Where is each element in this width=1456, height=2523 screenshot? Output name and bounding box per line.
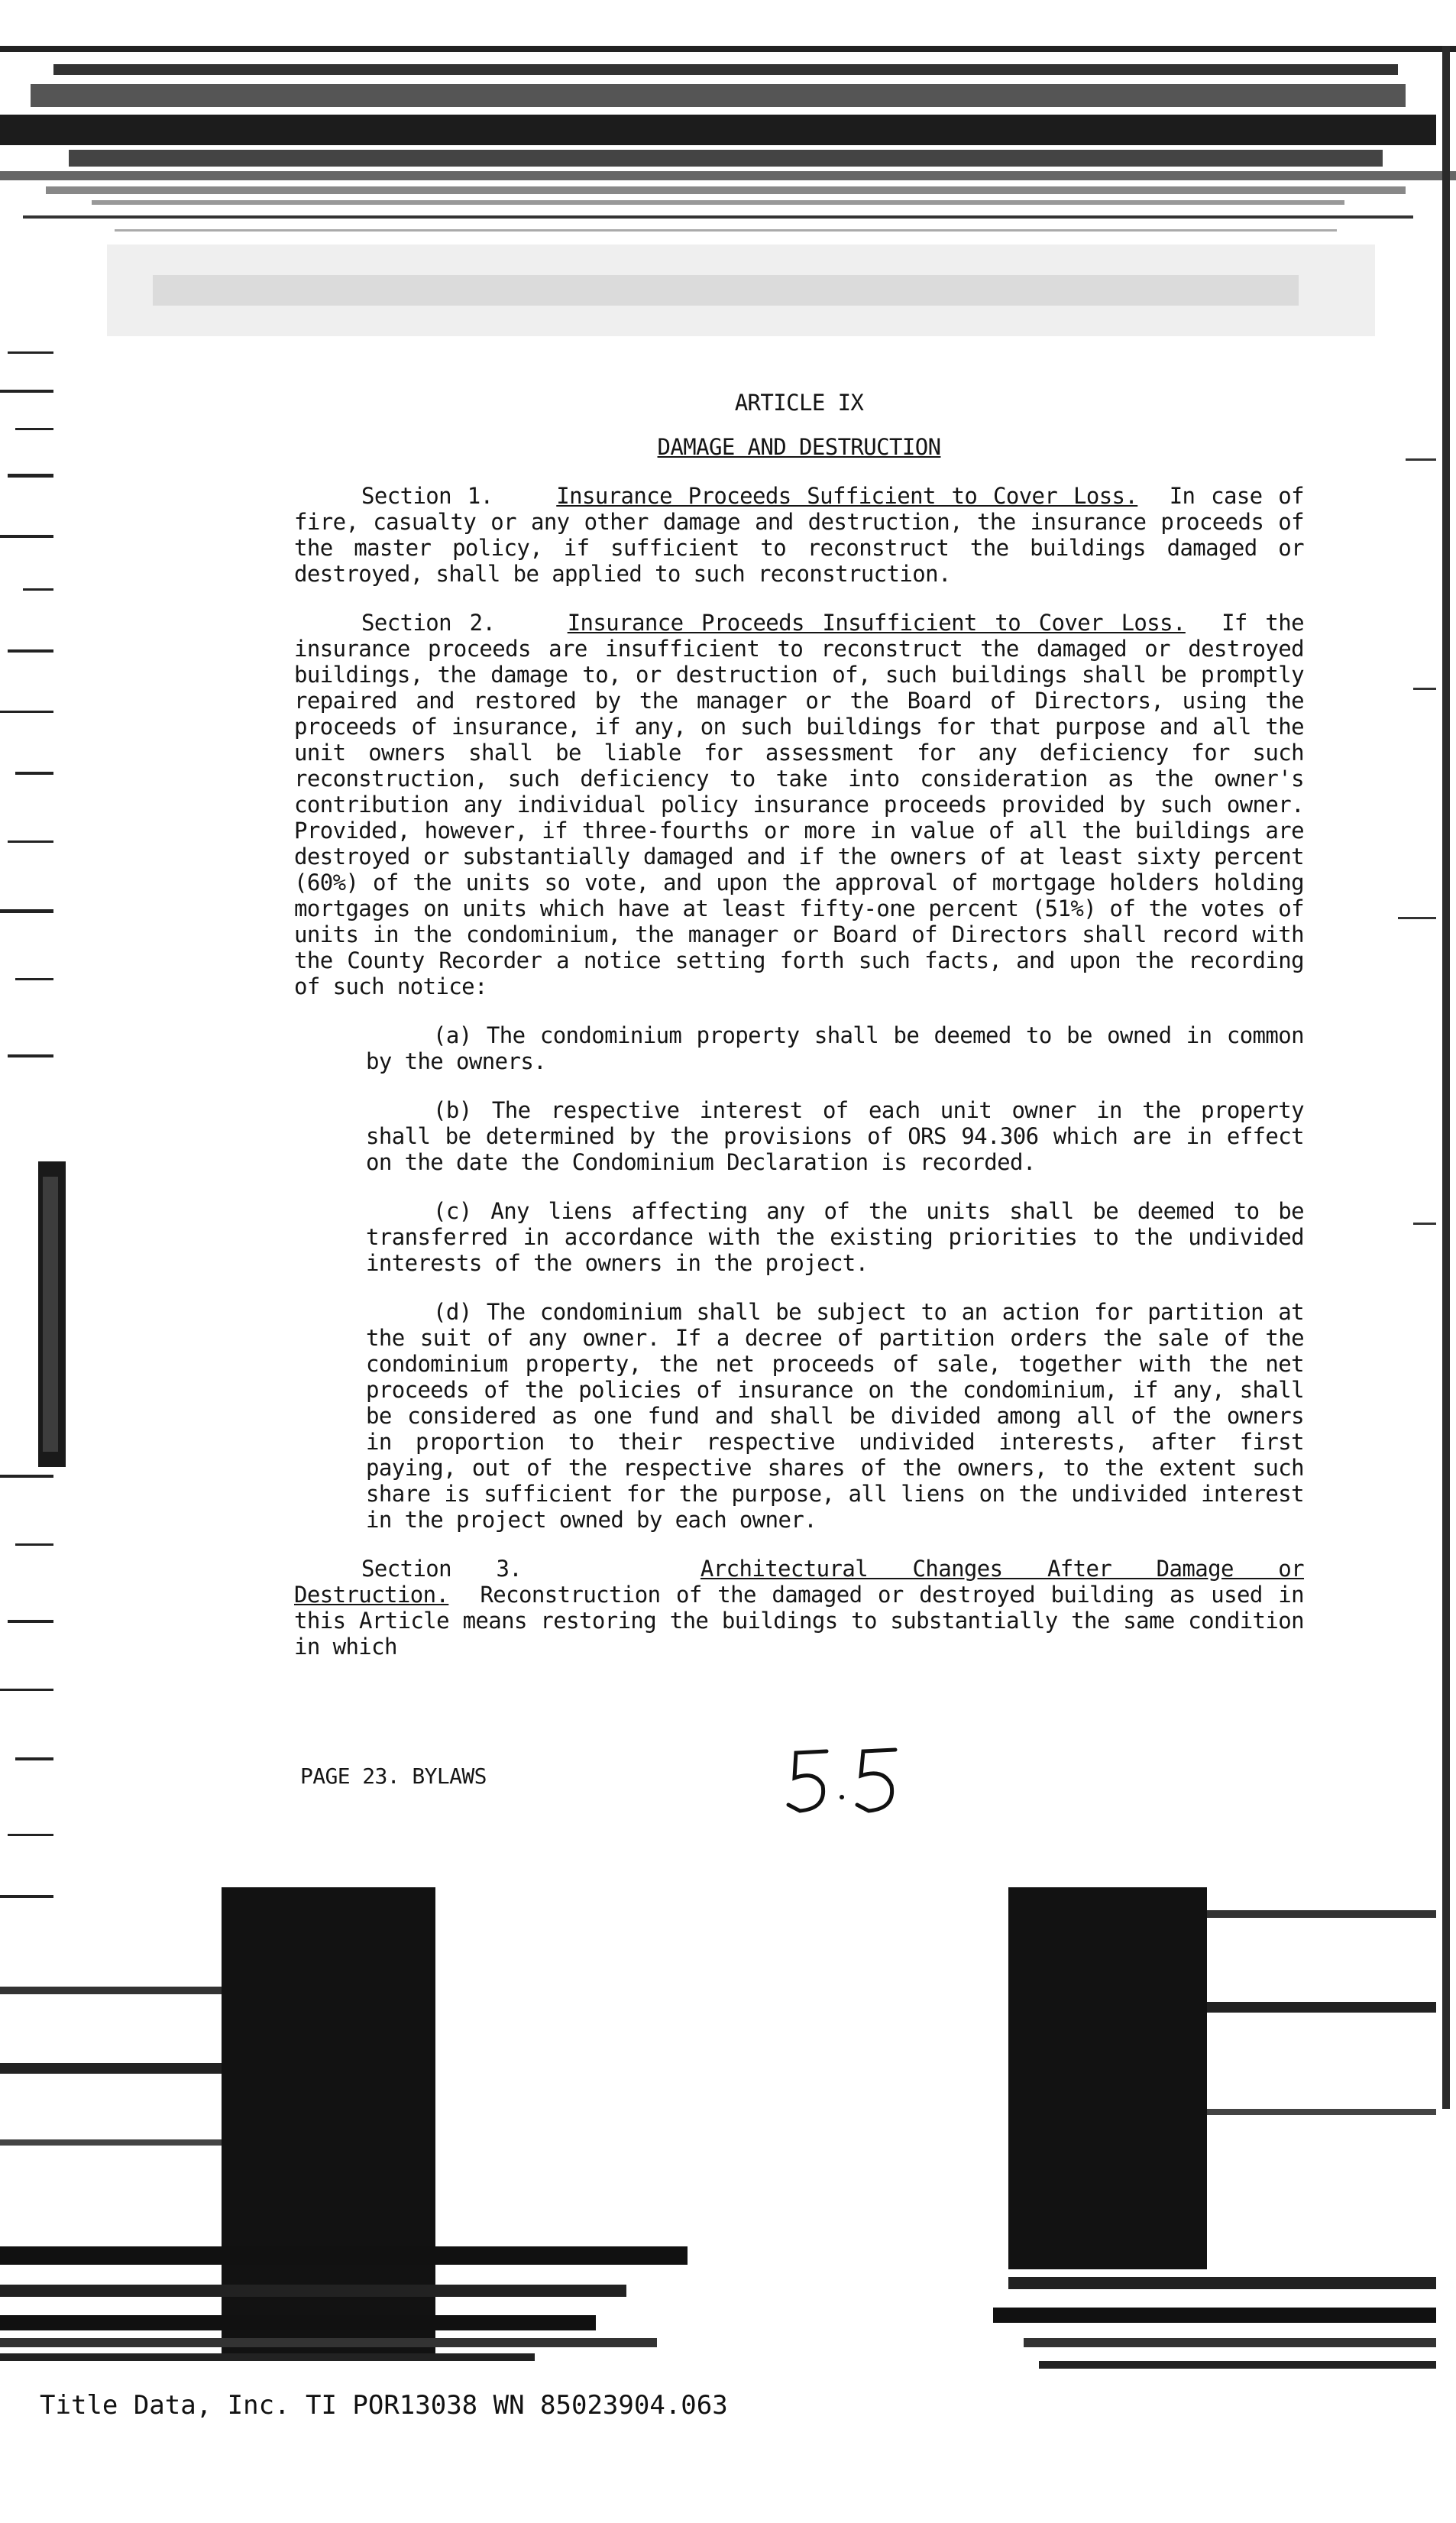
section-1-label: Section 1. bbox=[361, 483, 493, 509]
section-3-body: Reconstruction of the damaged or destroyed building as used in this Article means restoring the buildings to substantially the same condition in which bbox=[294, 1582, 1304, 1660]
article-title: DAMAGE AND DESTRUCTION bbox=[657, 434, 941, 460]
provenance-stamp: Title Data, Inc. TI POR13038 WN 85023904.063 bbox=[40, 2390, 728, 2421]
section-1-body: In case of fire, casualty or any other damage and destruction, the insurance proceeds of the master policy, if sufficient to reconstruct the buildings damaged or destroyed, shall be applied to such reconstruction. bbox=[294, 483, 1304, 587]
section-2 bbox=[294, 610, 1304, 999]
article-heading: ARTICLE IX bbox=[734, 390, 864, 416]
section-1-heading: Insurance Proceeds Sufficient to Cover Loss. bbox=[556, 483, 1138, 509]
section-2-item-d: (d) The condominium shall be subject to an action for partition at the suit of any owner. If a decree of partition orders the sale of the condominium property, the net proceeds of sale, together with the net proceeds of the policies of insurance on the condominium, if any, shall be considered as one fund and shall be divided among all of the owners in proportion to their respective undivided interests, after first paying, out of the respective shares of the owners, to the extent such share is sufficient for the purpose, all liens on the undivided interest in the project owned by each owner. bbox=[366, 1299, 1304, 1533]
document-body bbox=[294, 382, 1304, 1683]
page-footer: PAGE 23. BYLAWS bbox=[300, 1764, 487, 1789]
section-3 bbox=[294, 1556, 1304, 1660]
section-2-item-a: (a) The condominium property shall be deemed to be owned in common by the owners. bbox=[366, 1022, 1304, 1074]
section-2-body: If the insurance proceeds are insufficient to reconstruct the damaged or destroyed buildings, the damage to, or destruction of, such buildings shall be promptly repaired and restored by the manager or the Board of Directors, using the proceeds of insurance, if any, on such buildings for that purpose and all the unit owners shall be liable for assessment for any deficiency for such reconstruction, such deficiency to take into consideration as the owner's contribution any individual policy insurance proceeds provided by such owner. Provided, however, if three-fourths or more in value of all the buildings are destroyed or substantially damaged and if the owners of at least sixty percent (60%) of the units so vote, and upon the approval of mortgage holders holding mortgages on units which have at least fifty-one percent (51%) of the votes of units in the condominium, the manager or Board of Directors shall record with the County Recorder a notice setting forth such facts, and upon the recording of such notice: bbox=[294, 610, 1304, 999]
section-2-item-c: (c) Any liens affecting any of the units shall be deemed to be transferred in accordance with the existing priorities to the undivided interests of the owners in the project. bbox=[366, 1198, 1304, 1276]
section-1 bbox=[294, 483, 1304, 587]
handwritten-page-number bbox=[781, 1744, 911, 1820]
section-2-heading: Insurance Proceeds Insufficient to Cover Loss. bbox=[567, 610, 1186, 636]
section-3-label: Section 3. bbox=[361, 1556, 523, 1582]
section-2-label: Section 2. bbox=[361, 610, 496, 636]
section-2-item-b: (b) The respective interest of each unit owner in the property shall be determined by the provisions of ORS 94.306 which are in effect on the date the Condominium Declaration is recorded. bbox=[366, 1097, 1304, 1175]
section-3-heading: Architectural Changes After Damage or Destruction. bbox=[294, 1556, 1304, 1608]
